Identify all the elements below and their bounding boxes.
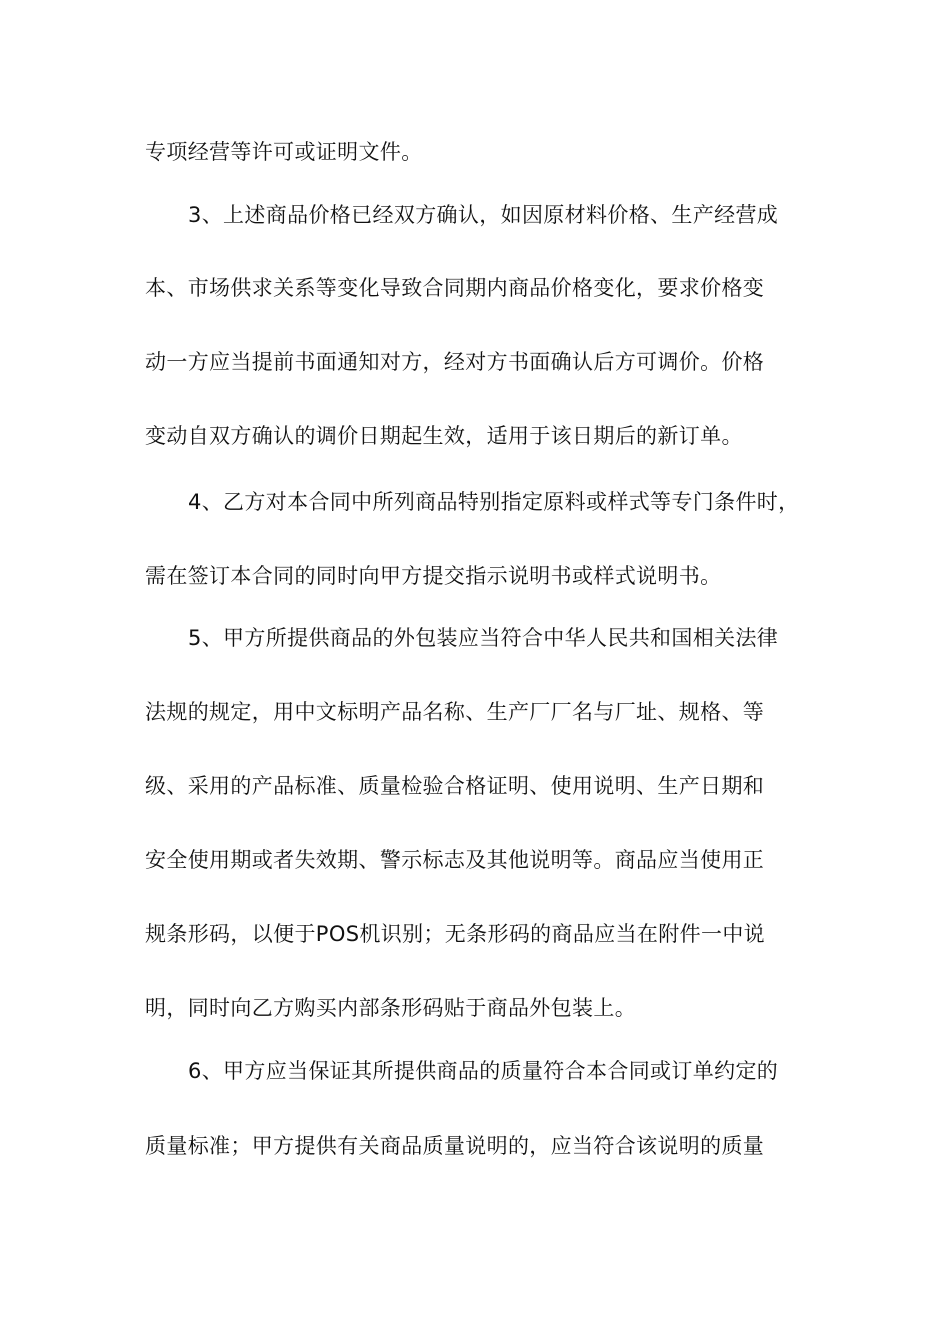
text-line: 动一方应当提前书面通知对方，经对方书面确认后方可调价。价格: [145, 350, 765, 374]
clause-4-line: 4、乙方对本合同中所列商品特别指定原料或样式等专门条件时，: [188, 490, 800, 514]
clause-5-line: 5、甲方所提供商品的外包装应当符合中华人民共和国相关法律: [188, 626, 779, 650]
text-line: 专项经营等许可或证明文件。: [145, 140, 423, 164]
text-line: 本、市场供求关系等变化导致合同期内商品价格变化，要求价格变: [145, 276, 765, 300]
text-line: 安全使用期或者失效期、警示标志及其他说明等。商品应当使用正: [145, 848, 765, 872]
text-line: 变动自双方确认的调价日期起生效，适用于该日期后的新订单。: [145, 424, 743, 448]
clause-6-line: 6、甲方应当保证其所提供商品的质量符合本合同或订单约定的: [188, 1059, 779, 1083]
text-line: 级、采用的产品标准、质量检验合格证明、使用说明、生产日期和: [145, 774, 765, 798]
text-line: 明，同时向乙方购买内部条形码贴于商品外包装上。: [145, 996, 637, 1020]
text-line: 需在签订本合同的同时向甲方提交指示说明书或样式说明书。: [145, 564, 722, 588]
text-line: 质量标准；甲方提供有关商品质量说明的，应当符合该说明的质量: [145, 1134, 765, 1158]
text-line: 法规的规定，用中文标明产品名称、生产厂厂名与厂址、规格、等: [145, 700, 765, 724]
clause-3-line: 3、上述商品价格已经双方确认，如因原材料价格、生产经营成: [188, 203, 779, 227]
text-line: 规条形码，以便于POS机识别；无条形码的商品应当在附件一中说: [145, 922, 766, 946]
